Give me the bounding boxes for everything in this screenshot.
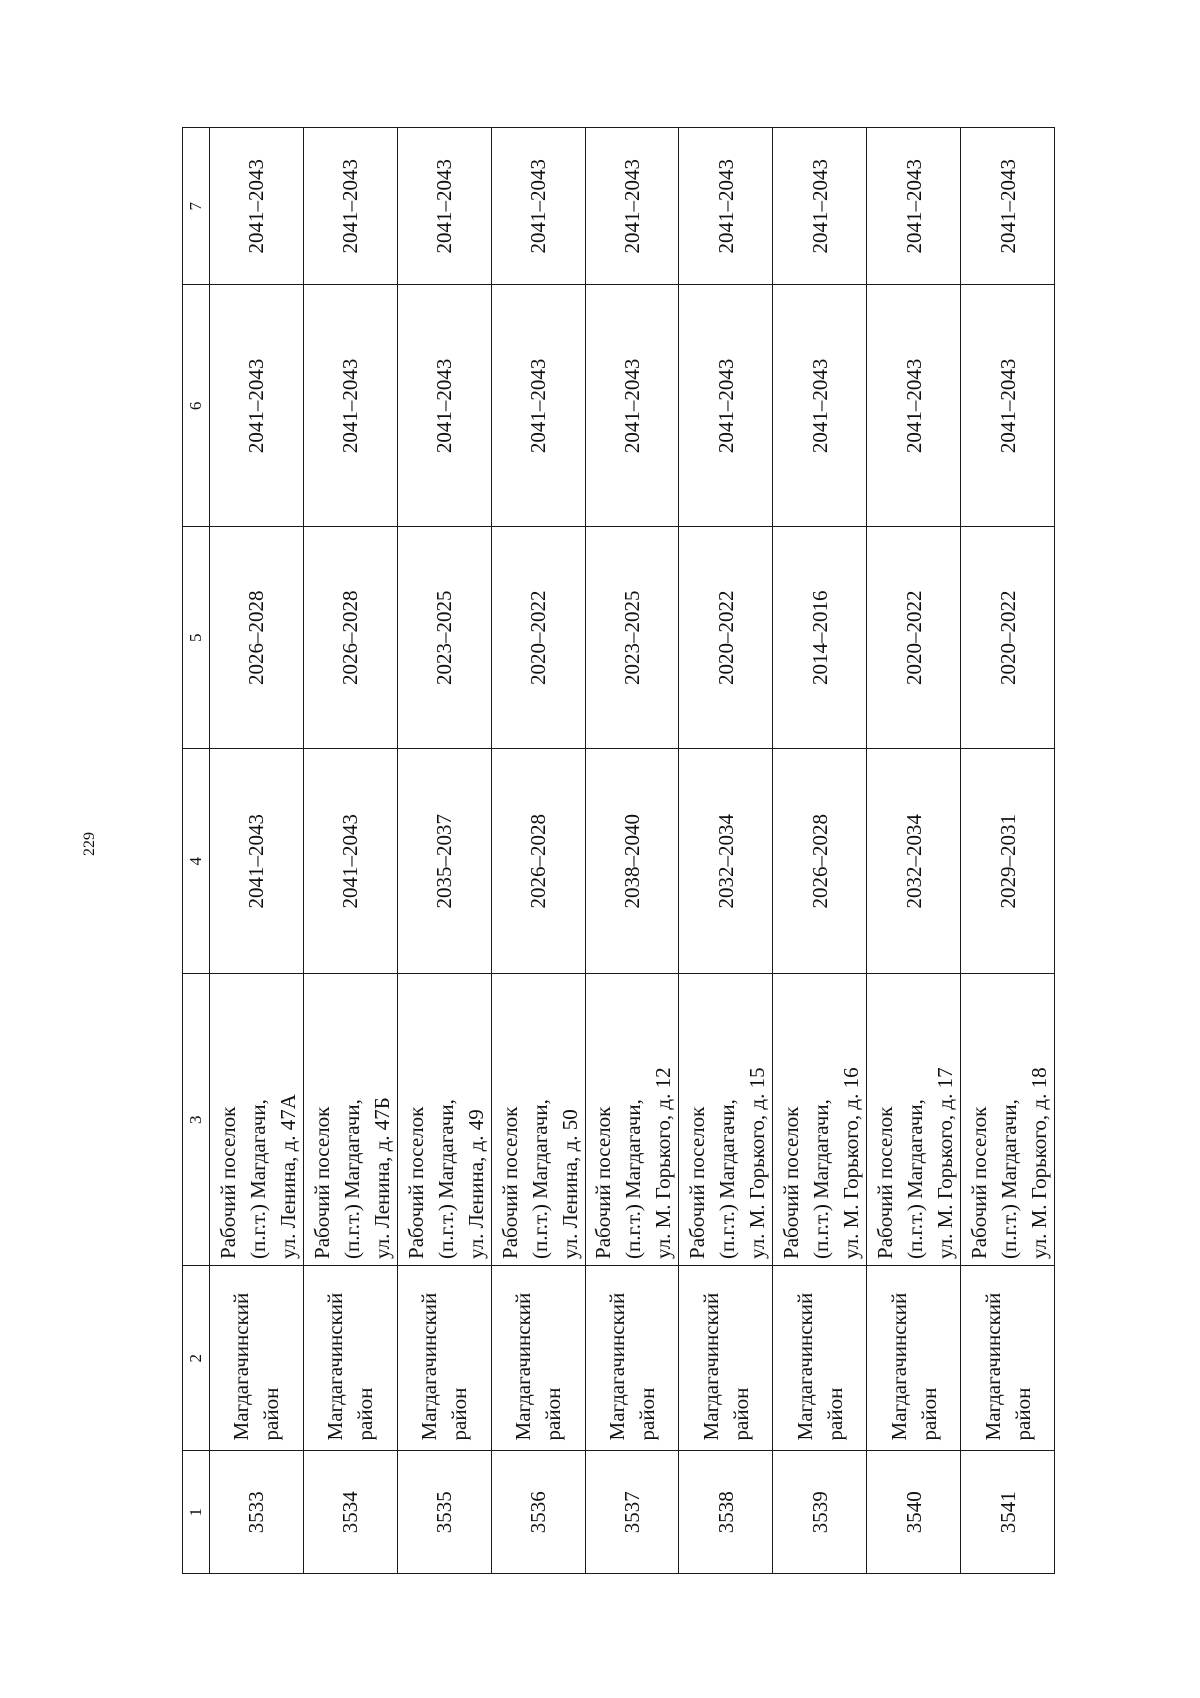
address-cell	[585, 974, 679, 1266]
row-number-cell: 3537	[585, 1451, 679, 1574]
address-cell	[210, 974, 304, 1266]
address-cell-line: Рабочий поселок	[685, 1106, 710, 1259]
period-col-5-cell: 2023–2025	[585, 527, 679, 749]
period-col-6-cell: 2041–2043	[773, 285, 867, 527]
district-cell-line: Магдагачинский	[511, 1292, 536, 1441]
address-cell-line: ул. Ленина, д. 47Б	[369, 1097, 394, 1259]
address-cell-line: ул. М. Горького, д. 15	[745, 1067, 770, 1259]
table-row	[679, 128, 773, 1574]
period-col-5-cell: 2014–2016	[773, 527, 867, 749]
district-cell-line: район	[916, 1387, 941, 1441]
header-col-4: 4	[183, 749, 210, 974]
district-cell	[867, 1265, 961, 1451]
period-col-5-cell: 2020–2022	[961, 527, 1055, 749]
period-col-7-cell: 2041–2043	[397, 128, 491, 285]
district-cell-line: район	[822, 1387, 847, 1441]
address-cell	[397, 974, 491, 1266]
district-cell-line: Магдагачинский	[792, 1292, 817, 1441]
period-col-6-cell: 2041–2043	[491, 285, 585, 527]
address-cell	[867, 974, 961, 1266]
period-col-7-cell: 2041–2043	[679, 128, 773, 285]
table-row	[303, 128, 397, 1574]
district-cell	[961, 1265, 1055, 1451]
address-cell-line: ул. Ленина, д. 49	[463, 1109, 488, 1259]
period-col-4-cell: 2035–2037	[397, 749, 491, 974]
period-col-7-cell: 2041–2043	[491, 128, 585, 285]
address-cell-line: Рабочий поселок	[403, 1106, 428, 1259]
address-cell	[303, 974, 397, 1266]
district-cell-line: район	[1010, 1387, 1035, 1441]
header-col-5: 5	[183, 527, 210, 749]
address-cell	[679, 974, 773, 1266]
address-cell-line: (п.г.т.) Магдагачи,	[433, 1099, 458, 1259]
district-cell-line: Магдагачинский	[229, 1292, 254, 1441]
period-col-4-cell: 2032–2034	[679, 749, 773, 974]
district-cell	[679, 1265, 773, 1451]
table-row	[585, 128, 679, 1574]
period-col-6-cell: 2041–2043	[679, 285, 773, 527]
address-cell-line: ул. М. Горького, д. 12	[651, 1067, 676, 1259]
period-col-7-cell: 2041–2043	[867, 128, 961, 285]
district-cell-line: Магдагачинский	[698, 1292, 723, 1441]
table-row	[491, 128, 585, 1574]
address-cell-line: ул. М. Горького, д. 17	[933, 1067, 957, 1259]
header-col-2: 2	[183, 1265, 210, 1451]
period-col-5-cell: 2020–2022	[679, 527, 773, 749]
table-row	[961, 128, 1055, 1574]
address-cell-line: Рабочий поселок	[309, 1106, 334, 1259]
address-cell-line: Рабочий поселок	[215, 1106, 240, 1259]
period-col-7-cell: 2041–2043	[585, 128, 679, 285]
address-cell-line: Рабочий поселок	[873, 1106, 897, 1259]
header-col-6: 6	[183, 285, 210, 527]
period-col-7-cell: 2041–2043	[961, 128, 1055, 285]
address-cell-line: ул. Ленина, д. 50	[557, 1109, 582, 1259]
schedule-table	[182, 127, 1055, 1574]
address-cell-line: (п.г.т.) Магдагачи,	[715, 1099, 740, 1259]
address-cell-line: Рабочий поселок	[967, 1106, 991, 1259]
district-cell-line: Магдагачинский	[980, 1292, 1005, 1441]
period-col-4-cell: 2026–2028	[491, 749, 585, 974]
header-col-3: 3	[183, 974, 210, 1266]
period-col-6-cell: 2041–2043	[303, 285, 397, 527]
address-cell-line: Рабочий поселок	[779, 1106, 804, 1259]
table-row	[397, 128, 491, 1574]
table-row	[773, 128, 867, 1574]
period-col-6-cell: 2041–2043	[397, 285, 491, 527]
district-cell-line: Магдагачинский	[604, 1292, 629, 1441]
district-cell	[397, 1265, 491, 1451]
district-cell	[303, 1265, 397, 1451]
district-cell-line: район	[259, 1387, 284, 1441]
address-cell-line: (п.г.т.) Магдагачи,	[997, 1099, 1021, 1259]
period-col-7-cell: 2041–2043	[773, 128, 867, 285]
period-col-4-cell: 2041–2043	[210, 749, 304, 974]
address-cell-line: ул. М. Горького, д. 18	[1027, 1067, 1051, 1259]
period-col-4-cell: 2029–2031	[961, 749, 1055, 974]
district-cell-line: Магдагачинский	[886, 1292, 911, 1441]
address-cell	[961, 974, 1055, 1266]
district-cell-line: район	[541, 1387, 566, 1441]
district-cell	[585, 1265, 679, 1451]
row-number-cell: 3538	[679, 1451, 773, 1574]
period-col-4-cell: 2026–2028	[773, 749, 867, 974]
period-col-4-cell: 2041–2043	[303, 749, 397, 974]
row-number-cell: 3534	[303, 1451, 397, 1574]
header-row	[183, 128, 210, 1574]
district-cell-line: район	[447, 1387, 472, 1441]
row-number-cell: 3535	[397, 1451, 491, 1574]
period-col-5-cell: 2020–2022	[491, 527, 585, 749]
district-cell-line: район	[728, 1387, 753, 1441]
address-cell-line: ул. Ленина, д. 47А	[275, 1094, 300, 1259]
row-number-cell: 3541	[961, 1451, 1055, 1574]
district-cell-line: Магдагачинский	[323, 1292, 348, 1441]
period-col-5-cell: 2026–2028	[210, 527, 304, 749]
district-cell	[210, 1265, 304, 1451]
address-cell	[491, 974, 585, 1266]
address-cell	[773, 974, 867, 1266]
page-number: 229	[81, 832, 98, 856]
period-col-5-cell: 2026–2028	[303, 527, 397, 749]
district-cell	[491, 1265, 585, 1451]
row-number-cell: 3536	[491, 1451, 585, 1574]
district-cell-line: Магдагачинский	[417, 1292, 442, 1441]
table-body	[210, 128, 1055, 1574]
address-cell-line: (п.г.т.) Магдагачи,	[809, 1099, 834, 1259]
address-cell-line: ул. М. Горького, д. 16	[839, 1067, 864, 1259]
table-row	[210, 128, 304, 1574]
address-cell-line: (п.г.т.) Магдагачи,	[339, 1099, 364, 1259]
period-col-5-cell: 2023–2025	[397, 527, 491, 749]
period-col-6-cell: 2041–2043	[867, 285, 961, 527]
address-cell-line: (п.г.т.) Магдагачи,	[621, 1099, 646, 1259]
district-cell-line: район	[634, 1387, 659, 1441]
district-cell	[773, 1265, 867, 1451]
period-col-7-cell: 2041–2043	[210, 128, 304, 285]
address-cell-line: (п.г.т.) Магдагачи,	[903, 1099, 927, 1259]
address-cell-line: Рабочий поселок	[497, 1106, 522, 1259]
address-cell-line: (п.г.т.) Магдагачи,	[245, 1099, 270, 1259]
period-col-6-cell: 2041–2043	[961, 285, 1055, 527]
period-col-4-cell: 2032–2034	[867, 749, 961, 974]
period-col-6-cell: 2041–2043	[585, 285, 679, 527]
district-cell-line: район	[353, 1387, 378, 1441]
header-col-7: 7	[183, 128, 210, 285]
period-col-5-cell: 2020–2022	[867, 527, 961, 749]
period-col-7-cell: 2041–2043	[303, 128, 397, 285]
address-cell-line: (п.г.т.) Магдагачи,	[527, 1099, 552, 1259]
header-col-1: 1	[183, 1451, 210, 1574]
period-col-4-cell: 2038–2040	[585, 749, 679, 974]
table-row	[867, 128, 961, 1574]
row-number-cell: 3540	[867, 1451, 961, 1574]
row-number-cell: 3533	[210, 1451, 304, 1574]
address-cell-line: Рабочий поселок	[591, 1106, 616, 1259]
period-col-6-cell: 2041–2043	[210, 285, 304, 527]
rotated-table-container	[182, 127, 1055, 1574]
row-number-cell: 3539	[773, 1451, 867, 1574]
